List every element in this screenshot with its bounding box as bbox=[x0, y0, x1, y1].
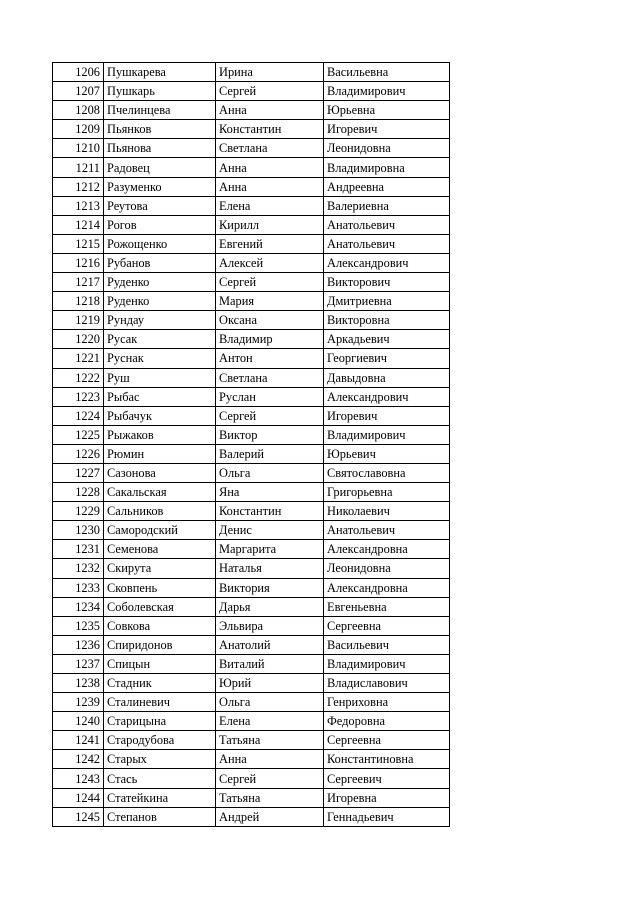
patronymic-cell: Анатольевич bbox=[324, 521, 450, 540]
last-name-cell: Степанов bbox=[104, 807, 216, 826]
first-name-cell: Антон bbox=[216, 349, 324, 368]
patronymic-cell: Игоревич bbox=[324, 406, 450, 425]
first-name-cell: Наталья bbox=[216, 559, 324, 578]
first-name-cell: Эльвира bbox=[216, 616, 324, 635]
row-number-cell: 1221 bbox=[53, 349, 104, 368]
first-name-cell: Виталий bbox=[216, 654, 324, 673]
row-number-cell: 1218 bbox=[53, 292, 104, 311]
row-number-cell: 1216 bbox=[53, 253, 104, 272]
patronymic-cell: Евгеньевна bbox=[324, 597, 450, 616]
row-number-cell: 1244 bbox=[53, 788, 104, 807]
table-row bbox=[53, 311, 450, 330]
table-row bbox=[53, 521, 450, 540]
patronymic-cell: Викторович bbox=[324, 273, 450, 292]
first-name-cell: Ольга bbox=[216, 693, 324, 712]
first-name-cell: Анатолий bbox=[216, 635, 324, 654]
last-name-cell: Совкова bbox=[104, 616, 216, 635]
row-number-cell: 1226 bbox=[53, 444, 104, 463]
first-name-cell: Валерий bbox=[216, 444, 324, 463]
first-name-cell: Светлана bbox=[216, 139, 324, 158]
first-name-cell: Евгений bbox=[216, 234, 324, 253]
table-row bbox=[53, 425, 450, 444]
patronymic-cell: Владимирович bbox=[324, 82, 450, 101]
patronymic-cell: Александрович bbox=[324, 387, 450, 406]
row-number-cell: 1220 bbox=[53, 330, 104, 349]
first-name-cell: Константин bbox=[216, 502, 324, 521]
patronymic-cell: Леонидовна bbox=[324, 139, 450, 158]
last-name-cell: Стародубова bbox=[104, 731, 216, 750]
row-number-cell: 1243 bbox=[53, 769, 104, 788]
last-name-cell: Семенова bbox=[104, 540, 216, 559]
last-name-cell: Статейкина bbox=[104, 788, 216, 807]
patronymic-cell: Анатольевич bbox=[324, 215, 450, 234]
first-name-cell: Анна bbox=[216, 101, 324, 120]
first-name-cell: Татьяна bbox=[216, 788, 324, 807]
row-number-cell: 1238 bbox=[53, 674, 104, 693]
row-number-cell: 1214 bbox=[53, 215, 104, 234]
first-name-cell: Анна bbox=[216, 750, 324, 769]
patronymic-cell: Викторовна bbox=[324, 311, 450, 330]
last-name-cell: Спиридонов bbox=[104, 635, 216, 654]
table-row bbox=[53, 712, 450, 731]
patronymic-cell: Генриховна bbox=[324, 693, 450, 712]
row-number-cell: 1232 bbox=[53, 559, 104, 578]
table-row bbox=[53, 578, 450, 597]
first-name-cell: Анна bbox=[216, 177, 324, 196]
table-row bbox=[53, 139, 450, 158]
first-name-cell: Виктория bbox=[216, 578, 324, 597]
table-row bbox=[53, 253, 450, 272]
patronymic-cell: Валериевна bbox=[324, 196, 450, 215]
patronymic-cell: Дмитриевна bbox=[324, 292, 450, 311]
table-row bbox=[53, 807, 450, 826]
first-name-cell: Юрий bbox=[216, 674, 324, 693]
row-number-cell: 1217 bbox=[53, 273, 104, 292]
first-name-cell: Оксана bbox=[216, 311, 324, 330]
patronymic-cell: Владимирович bbox=[324, 425, 450, 444]
patronymic-cell: Александровна bbox=[324, 578, 450, 597]
row-number-cell: 1230 bbox=[53, 521, 104, 540]
first-name-cell: Руслан bbox=[216, 387, 324, 406]
row-number-cell: 1225 bbox=[53, 425, 104, 444]
patronymic-cell: Игоревич bbox=[324, 120, 450, 139]
patronymic-cell: Святославовна bbox=[324, 463, 450, 482]
first-name-cell: Константин bbox=[216, 120, 324, 139]
patronymic-cell: Анатольевич bbox=[324, 234, 450, 253]
first-name-cell: Алексей bbox=[216, 253, 324, 272]
table-body bbox=[53, 63, 450, 827]
last-name-cell: Рожощенко bbox=[104, 234, 216, 253]
table-row bbox=[53, 215, 450, 234]
first-name-cell: Сергей bbox=[216, 406, 324, 425]
row-number-cell: 1207 bbox=[53, 82, 104, 101]
last-name-cell: Реутова bbox=[104, 196, 216, 215]
patronymic-cell: Федоровна bbox=[324, 712, 450, 731]
row-number-cell: 1233 bbox=[53, 578, 104, 597]
last-name-cell: Стадник bbox=[104, 674, 216, 693]
row-number-cell: 1231 bbox=[53, 540, 104, 559]
table-row bbox=[53, 82, 450, 101]
table-row bbox=[53, 654, 450, 673]
table-row bbox=[53, 63, 450, 82]
patronymic-cell: Владимирович bbox=[324, 654, 450, 673]
first-name-cell: Кирилл bbox=[216, 215, 324, 234]
patronymic-cell: Григорьевна bbox=[324, 483, 450, 502]
first-name-cell: Светлана bbox=[216, 368, 324, 387]
first-name-cell: Маргарита bbox=[216, 540, 324, 559]
last-name-cell: Пушкарева bbox=[104, 63, 216, 82]
last-name-cell: Спицын bbox=[104, 654, 216, 673]
first-name-cell: Денис bbox=[216, 521, 324, 540]
table-row bbox=[53, 101, 450, 120]
first-name-cell: Анна bbox=[216, 158, 324, 177]
last-name-cell: Рыбачук bbox=[104, 406, 216, 425]
table-row bbox=[53, 368, 450, 387]
last-name-cell: Рундау bbox=[104, 311, 216, 330]
last-name-cell: Пчелинцева bbox=[104, 101, 216, 120]
first-name-cell: Елена bbox=[216, 712, 324, 731]
last-name-cell: Пьянова bbox=[104, 139, 216, 158]
last-name-cell: Сковпень bbox=[104, 578, 216, 597]
first-name-cell: Сергей bbox=[216, 273, 324, 292]
table-row bbox=[53, 540, 450, 559]
patronymic-cell: Аркадьевич bbox=[324, 330, 450, 349]
row-number-cell: 1219 bbox=[53, 311, 104, 330]
row-number-cell: 1212 bbox=[53, 177, 104, 196]
table-row bbox=[53, 120, 450, 139]
table-row bbox=[53, 502, 450, 521]
table-row bbox=[53, 292, 450, 311]
first-name-cell: Сергей bbox=[216, 82, 324, 101]
row-number-cell: 1206 bbox=[53, 63, 104, 82]
first-name-cell: Дарья bbox=[216, 597, 324, 616]
row-number-cell: 1211 bbox=[53, 158, 104, 177]
row-number-cell: 1208 bbox=[53, 101, 104, 120]
last-name-cell: Русак bbox=[104, 330, 216, 349]
row-number-cell: 1241 bbox=[53, 731, 104, 750]
last-name-cell: Пушкарь bbox=[104, 82, 216, 101]
first-name-cell: Владимир bbox=[216, 330, 324, 349]
last-name-cell: Рыжаков bbox=[104, 425, 216, 444]
patronymic-cell: Сергеевна bbox=[324, 616, 450, 635]
row-number-cell: 1213 bbox=[53, 196, 104, 215]
table-row bbox=[53, 406, 450, 425]
table-row bbox=[53, 234, 450, 253]
patronymic-cell: Сергеевич bbox=[324, 769, 450, 788]
last-name-cell: Рыбас bbox=[104, 387, 216, 406]
first-name-cell: Ольга bbox=[216, 463, 324, 482]
table-row bbox=[53, 750, 450, 769]
last-name-cell: Сталиневич bbox=[104, 693, 216, 712]
patronymic-cell: Васильевич bbox=[324, 635, 450, 654]
patronymic-cell: Константиновна bbox=[324, 750, 450, 769]
row-number-cell: 1235 bbox=[53, 616, 104, 635]
patronymic-cell: Георгиевич bbox=[324, 349, 450, 368]
row-number-cell: 1209 bbox=[53, 120, 104, 139]
row-number-cell: 1224 bbox=[53, 406, 104, 425]
patronymic-cell: Сергеевна bbox=[324, 731, 450, 750]
table-row bbox=[53, 330, 450, 349]
first-name-cell: Татьяна bbox=[216, 731, 324, 750]
first-name-cell: Мария bbox=[216, 292, 324, 311]
patronymic-cell: Юрьевна bbox=[324, 101, 450, 120]
table-row bbox=[53, 559, 450, 578]
row-number-cell: 1227 bbox=[53, 463, 104, 482]
last-name-cell: Радовец bbox=[104, 158, 216, 177]
patronymic-cell: Николаевич bbox=[324, 502, 450, 521]
table-row bbox=[53, 177, 450, 196]
row-number-cell: 1237 bbox=[53, 654, 104, 673]
row-number-cell: 1242 bbox=[53, 750, 104, 769]
table-row bbox=[53, 731, 450, 750]
last-name-cell: Руснак bbox=[104, 349, 216, 368]
row-number-cell: 1229 bbox=[53, 502, 104, 521]
patronymic-cell: Владимировна bbox=[324, 158, 450, 177]
last-name-cell: Сакальская bbox=[104, 483, 216, 502]
table-row bbox=[53, 273, 450, 292]
row-number-cell: 1215 bbox=[53, 234, 104, 253]
table-row bbox=[53, 597, 450, 616]
first-name-cell: Ирина bbox=[216, 63, 324, 82]
table-row bbox=[53, 788, 450, 807]
last-name-cell: Скирута bbox=[104, 559, 216, 578]
first-name-cell: Андрей bbox=[216, 807, 324, 826]
row-number-cell: 1223 bbox=[53, 387, 104, 406]
table-row bbox=[53, 693, 450, 712]
row-number-cell: 1210 bbox=[53, 139, 104, 158]
last-name-cell: Руденко bbox=[104, 273, 216, 292]
first-name-cell: Виктор bbox=[216, 425, 324, 444]
last-name-cell: Старицына bbox=[104, 712, 216, 731]
first-name-cell: Елена bbox=[216, 196, 324, 215]
patronymic-cell: Александрович bbox=[324, 253, 450, 272]
table-row bbox=[53, 616, 450, 635]
table-row bbox=[53, 387, 450, 406]
patronymic-cell: Геннадьевич bbox=[324, 807, 450, 826]
last-name-cell: Рюмин bbox=[104, 444, 216, 463]
name-register-table bbox=[52, 62, 450, 827]
row-number-cell: 1245 bbox=[53, 807, 104, 826]
table-row bbox=[53, 635, 450, 654]
last-name-cell: Стась bbox=[104, 769, 216, 788]
first-name-cell: Сергей bbox=[216, 769, 324, 788]
last-name-cell: Руш bbox=[104, 368, 216, 387]
last-name-cell: Рубанов bbox=[104, 253, 216, 272]
last-name-cell: Рогов bbox=[104, 215, 216, 234]
last-name-cell: Руденко bbox=[104, 292, 216, 311]
patronymic-cell: Васильевна bbox=[324, 63, 450, 82]
patronymic-cell: Игоревна bbox=[324, 788, 450, 807]
table-row bbox=[53, 444, 450, 463]
row-number-cell: 1240 bbox=[53, 712, 104, 731]
first-name-cell: Яна bbox=[216, 483, 324, 502]
table-row bbox=[53, 674, 450, 693]
row-number-cell: 1236 bbox=[53, 635, 104, 654]
patronymic-cell: Юрьевич bbox=[324, 444, 450, 463]
table-row bbox=[53, 769, 450, 788]
table-row bbox=[53, 158, 450, 177]
patronymic-cell: Владиславович bbox=[324, 674, 450, 693]
last-name-cell: Сазонова bbox=[104, 463, 216, 482]
table-row bbox=[53, 349, 450, 368]
table-row bbox=[53, 483, 450, 502]
last-name-cell: Старых bbox=[104, 750, 216, 769]
last-name-cell: Соболевская bbox=[104, 597, 216, 616]
last-name-cell: Сальников bbox=[104, 502, 216, 521]
patronymic-cell: Александровна bbox=[324, 540, 450, 559]
last-name-cell: Разуменко bbox=[104, 177, 216, 196]
patronymic-cell: Леонидовна bbox=[324, 559, 450, 578]
row-number-cell: 1222 bbox=[53, 368, 104, 387]
patronymic-cell: Давыдовна bbox=[324, 368, 450, 387]
table-row bbox=[53, 463, 450, 482]
table-row bbox=[53, 196, 450, 215]
patronymic-cell: Андреевна bbox=[324, 177, 450, 196]
row-number-cell: 1239 bbox=[53, 693, 104, 712]
last-name-cell: Пьянков bbox=[104, 120, 216, 139]
row-number-cell: 1228 bbox=[53, 483, 104, 502]
last-name-cell: Самородский bbox=[104, 521, 216, 540]
row-number-cell: 1234 bbox=[53, 597, 104, 616]
